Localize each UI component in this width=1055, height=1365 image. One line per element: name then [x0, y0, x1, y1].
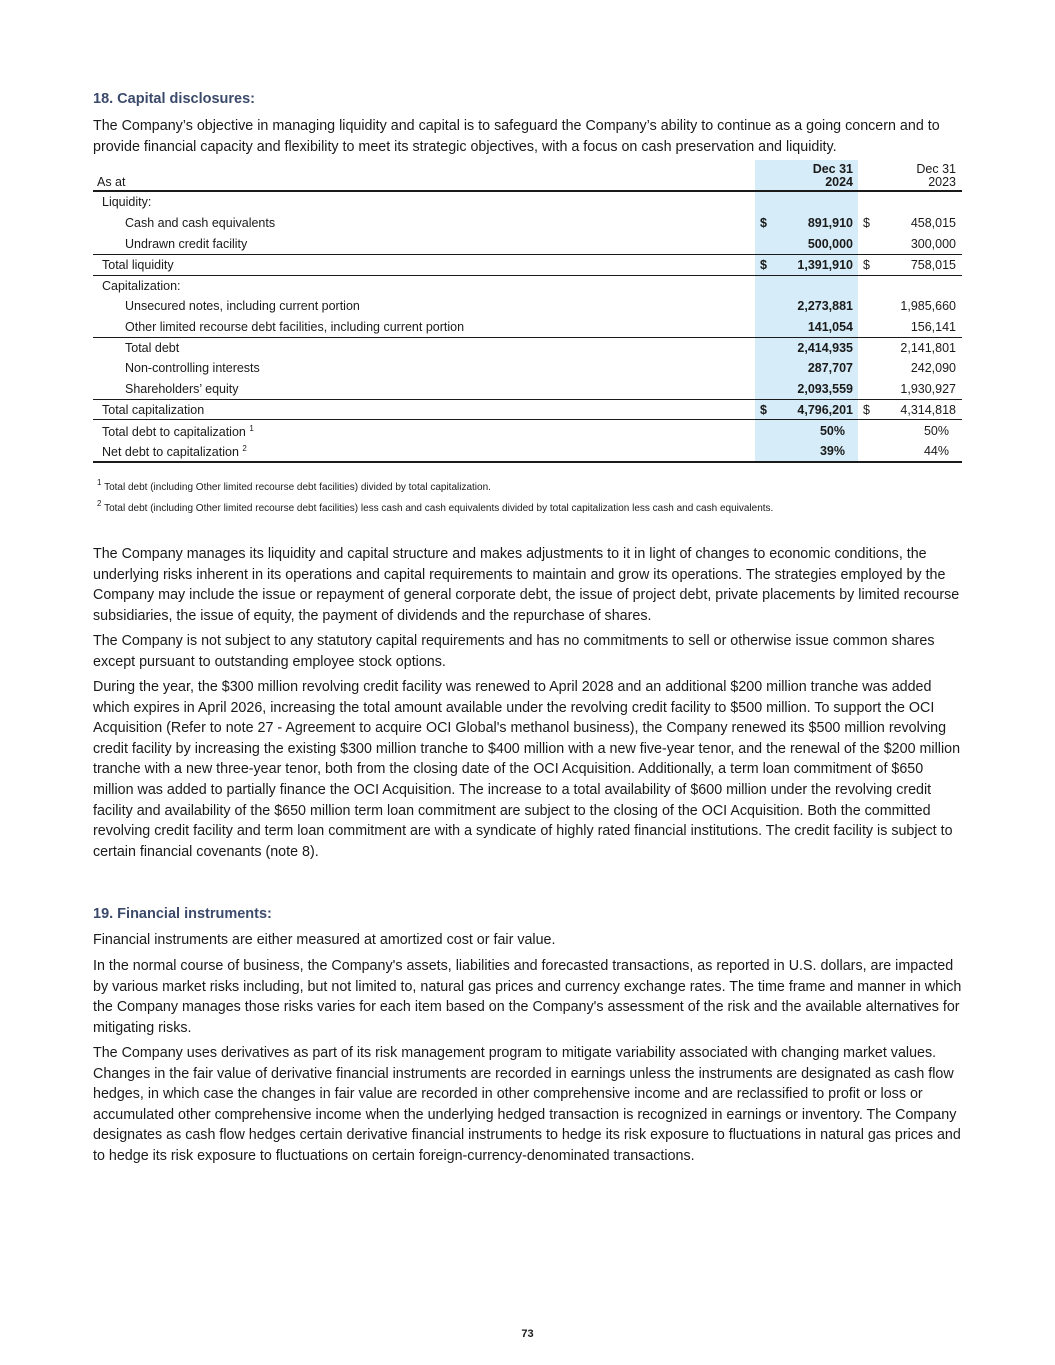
table-row-other-debt: Other limited recourse debt facilities, including current portion 141,054 156,141 — [125, 320, 956, 334]
table-row-equity: Shareholders’ equity 2,093,559 1,930,927 — [125, 382, 956, 396]
section-18-paragraph-1: The Company manages its liquidity and capital structure and makes adjustments to it in light of changes to economic conditions, the underlying risks inherent in its operations and capital requirements to maintain and grow its operations. The strategies employed by the Company may include the issue or repayment of general corporate debt, the issue of project debt, private placements by limited recourse subsidiaries, the issue of equity, the payment of dividends and the repurchase of shares. — [93, 546, 960, 624]
row-rule — [93, 419, 962, 420]
footnote-2: $^2$ Total debt (including Other limited recourse debt facilities) less cash and cash equivalents divided by total capitalization less cash and cash equivalents. — [97, 499, 774, 514]
column-header-2023: Dec 31 2023 — [916, 162, 956, 189]
table-row-total-liquidity: Total liquidity $ 1,391,910 $ 758,015 — [102, 258, 956, 272]
section-18-intro: The Company’s objective in managing liquidity and capital is to safeguard the Company’s ability to continue as a going concern and to provide financial capacity and flexibility to meet its strategic objectives, with a focus on cash preservation and liquidity. — [93, 118, 940, 155]
table-row-nci: Non-controlling interests 287,707 242,090 — [125, 361, 956, 375]
footnote-1: $^1$ Total debt (including Other limited recourse debt facilities) divided by total capitalization. — [97, 478, 491, 493]
table-row-undrawn: Undrawn credit facility 500,000 300,000 — [125, 237, 956, 251]
column-header-2024: Dec 31 2024 — [812, 162, 853, 189]
section-19-paragraph-2: In the normal course of business, the Company's assets, liabilities and forecasted transactions, as reported in U.S. dollars, are impacted by various market risks including, but not limited to, natural gas prices and currency exchange rates. The time frame and manner in which the Company manages those risks varies for each item based on the Company's assessment of the risk and the available alternatives for mitigating risks. — [93, 958, 962, 1036]
as-at-label: As at — [97, 175, 126, 189]
section-19-paragraph-3: The Company uses derivatives as part of its risk management program to mitigate variability associated with changing market values. Changes in the fair value of derivative financial instruments are recorded in earnings unless the instruments are designated as cash flow hedges, in which case the changes in fair value are recorded in other comprehensive income and are reclassified to profit or loss or accumulated other comprehensive income when the underlying hedged transaction is recognized in earnings or inventory. The Company designates as cash flow hedges certain derivative financial instruments to hedge its risk exposure to fluctuations in natural gas prices and to hedge its risk exposure to fluctuations on certain foreign-currency-denominated transactions. — [93, 1045, 961, 1164]
section-19-paragraph-1: Financial instruments are either measured at amortized cost or fair value. — [93, 932, 556, 948]
section-18-heading: 18. Capital disclosures: — [93, 91, 255, 107]
section-19-heading: 19. Financial instruments: — [93, 906, 272, 922]
table-row-capitalization-label: Capitalization: — [102, 279, 181, 293]
section-18-paragraph-2: The Company is not subject to any statutory capital requirements and has no commitments to sell or otherwise issue common shares except pursuant to outstanding employee stock options. — [93, 633, 935, 670]
table-row-debt-to-cap: Total debt to capitalization $^1$ 50% 50% — [102, 424, 949, 439]
page-number: 73 — [521, 1328, 534, 1340]
table-row-liquidity-label: Liquidity: — [102, 195, 152, 209]
table-bottom-rule — [93, 461, 962, 463]
table-row-total-debt: Total debt 2,414,935 2,141,801 — [125, 341, 956, 355]
section-18-paragraph-3: During the year, the $300 million revolving credit facility was renewed to April 2028 and an additional $200 million tranche was added which expires in April 2026, increasing the total amount available under the revolving credit facility to $500 million. To support the OCI Acquisition (Refer to note 27 - Agreement to acquire OCI Global's methanol business), the Company renewed its $500 million revolving credit facility by increasing the existing $300 million tranche to $400 million with a new five-year tenor, and the renewal of the $200 million tranche with a new three-year tenor, both from the closing date of the OCI Acquisition. Additionally, a term loan commitment of $650 million was added to partially finance the OCI Acquisition. The increase to a total availability of $600 million under the revolving credit facility and availability of the $650 million term loan commitment are subject to the closing of the OCI Acquisition. Both the committed revolving credit facility and term loan commitment are with a syndicate of highly rated financial institutions. The credit facility is subject to certain financial covenants (note 8). — [93, 679, 961, 860]
table-row-cash: Cash and cash equivalents $ 891,910 $ 458,015 — [125, 216, 956, 230]
table-row-unsecured-notes: Unsecured notes, including current portion 2,273,881 1,985,660 — [125, 299, 956, 313]
table-row-net-debt-to-cap: Net debt to capitalization $^2$ 39% 44% — [102, 444, 949, 459]
table-row-total-capitalization: Total capitalization $ 4,796,201 $ 4,314,818 — [102, 403, 956, 417]
